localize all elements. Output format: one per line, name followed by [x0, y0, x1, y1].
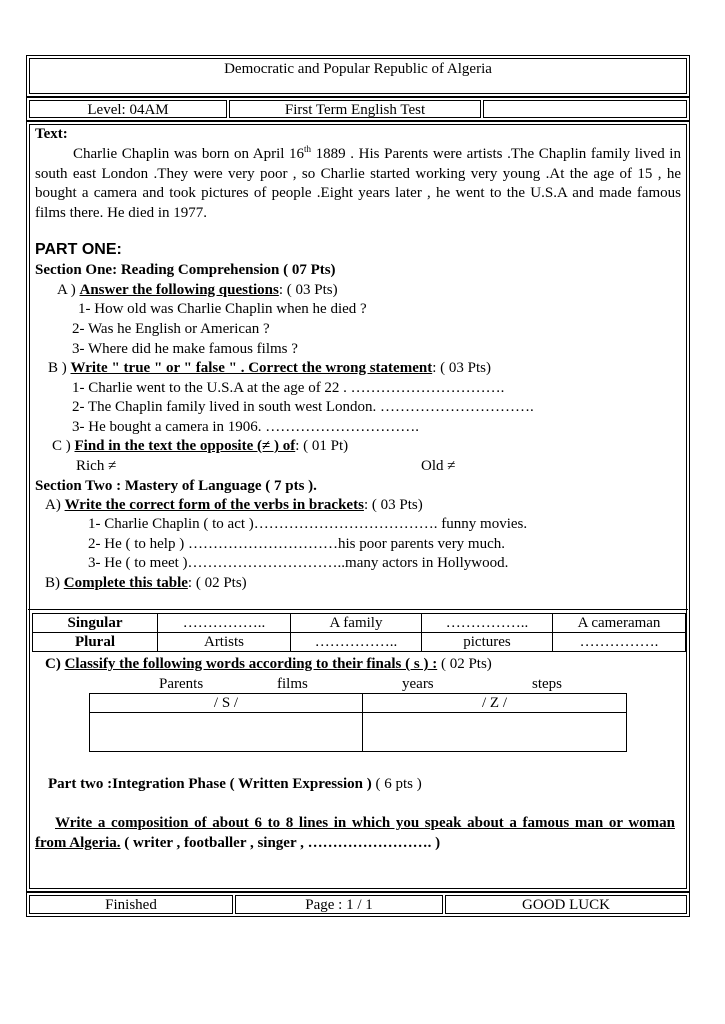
classify-heading: C) Classify the following words according to their finals ( s ) : ( 02 Pts)	[45, 656, 492, 672]
verb-item-2: 2- He ( to help ) …………………………his poor parents very much.	[88, 536, 506, 552]
header-s: / S /	[90, 694, 363, 713]
section-one-title: Section One: Reading Comprehension ( 07 Pts)	[35, 262, 336, 278]
header-info-row	[26, 97, 690, 121]
statement-b-1: 1- Charlie went to the U.S.A at the age of 22 . ………………………….	[72, 380, 505, 396]
footer-finished-cell	[29, 895, 233, 914]
reading-text-line1a: Charlie Chaplin was born on April 16	[73, 146, 305, 162]
table-cell: Plural	[33, 633, 158, 652]
footer-page-cell	[235, 895, 443, 914]
table-cell: A cameraman	[553, 614, 686, 633]
opposite-rich: Rich ≠	[76, 458, 117, 474]
reading-text	[35, 145, 681, 223]
header-title-box	[26, 55, 690, 97]
table-row	[90, 713, 627, 752]
word-parents: Parents	[159, 676, 204, 692]
reading-text-sup: th	[304, 144, 312, 154]
table-cell: …………….	[553, 633, 686, 652]
singular-plural-table	[32, 613, 686, 652]
statement-b-3: 3- He bought a camera in 1906. ………………………….	[72, 419, 420, 435]
question-c-heading: C ) Find in the text the opposite (≠ ) of: ( 01 Pt)	[52, 438, 349, 454]
question-a-heading: A ) Answer the following questions: ( 03 Pts)	[57, 282, 338, 298]
opposite-old: Old ≠	[421, 458, 456, 474]
reading-text-line1b: 1889 . His Parents were artists .The Chaplin	[311, 146, 587, 162]
test-name: First Term English Test	[284, 102, 426, 118]
page-title: Democratic and Popular Republic of Algeria	[224, 61, 492, 77]
table-cell: Singular	[33, 614, 158, 633]
footer-row	[26, 892, 690, 917]
word-films: films	[277, 676, 308, 692]
table-cell: Artists	[158, 633, 291, 652]
table-row	[90, 694, 627, 713]
blank-cell	[483, 100, 687, 118]
question-a-1: 1- How old was Charlie Chaplin when he died ?	[78, 301, 367, 317]
word-years: years	[402, 676, 434, 692]
part-two-title: Part two :Integration Phase ( Written Expression ) ( 6 pts )	[48, 776, 422, 792]
part-one-title: PART ONE:	[35, 241, 122, 258]
composition-task: Write a composition of about 6 to 8 lines in which you speak about a famous man or woman from Algeria. ( writer , footballer , singer , ……………………. )	[35, 815, 675, 851]
table-cell: ……………..	[422, 614, 553, 633]
table-top-divider	[28, 609, 688, 610]
answer-cell-z[interactable]	[363, 713, 627, 752]
answer-cell-s[interactable]	[90, 713, 363, 752]
question-a-3: 3- Where did he make famous films ?	[72, 341, 298, 357]
question-a-2: 2- Was he English or American ?	[72, 321, 270, 337]
reading-text-rest: family lived in south east London .They were very poor , so Charlie started working very young .At the age of 15 , he bought a camera and took pictures of people .Eight years later , he went to the U.S.A and made famous films there. He died in 1977.	[35, 146, 681, 221]
table-cell: A family	[291, 614, 422, 633]
verb-item-1: 1- Charlie Chaplin ( to act )………………………………. funny movies.	[88, 516, 528, 532]
section-two-title: Section Two : Mastery of Language ( 7 pts ).	[35, 478, 317, 494]
word-steps: steps	[532, 676, 562, 692]
footer-goodluck-cell	[445, 895, 687, 914]
level-label: Level: 04AM	[87, 102, 169, 118]
table-heading: B) Complete this table: ( 02 Pts)	[45, 575, 247, 591]
footer-finished: Finished	[105, 897, 157, 913]
verbs-heading: A) Write the correct form of the verbs in brackets: ( 03 Pts)	[45, 497, 423, 513]
question-b-heading: B ) Write " true " or " false " . Correct the wrong statement: ( 03 Pts)	[48, 360, 491, 376]
verb-item-3: 3- He ( to meet )…………………………..many actors in Hollywood.	[88, 555, 509, 571]
table-cell: ……………..	[291, 633, 422, 652]
statement-b-2: 2- The Chaplin family lived in south west London. ………………………….	[72, 399, 534, 415]
classify-table	[89, 693, 627, 752]
level-cell	[29, 100, 227, 118]
table-row	[33, 614, 686, 633]
table-cell: ……………..	[158, 614, 291, 633]
table-cell: pictures	[422, 633, 553, 652]
test-name-cell	[229, 100, 481, 118]
footer-good-luck: GOOD LUCK	[522, 897, 610, 913]
text-heading: Text:	[35, 126, 68, 142]
table-row	[33, 633, 686, 652]
footer-page: Page : 1 / 1	[305, 897, 373, 913]
header-z: / Z /	[363, 694, 627, 713]
